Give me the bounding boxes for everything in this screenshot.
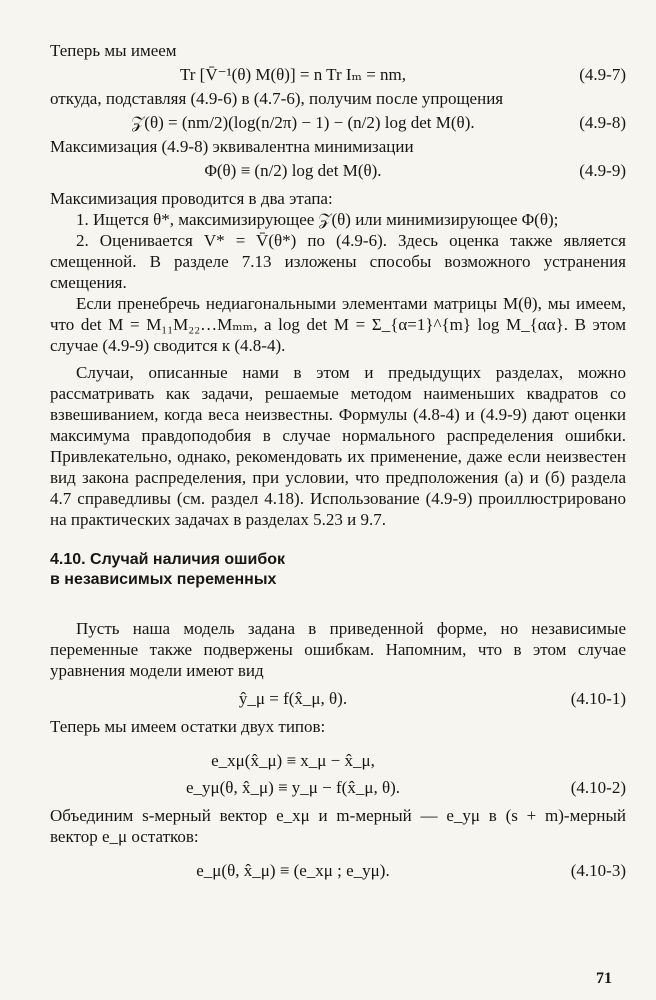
- equation-4-10-1: [50, 685, 626, 712]
- equation-formula: Φ(θ) ≡ (n/2) log det M(θ).: [204, 161, 382, 180]
- equation-number: (4.10-3): [570, 861, 626, 880]
- equation-number: (4.9-8): [579, 113, 626, 132]
- equation-formula: e_xμ(x̂_μ) ≡ x_μ − x̂_μ,: [211, 751, 375, 770]
- paragraph: Максимизация проводится в два этапа:: [50, 189, 333, 208]
- equation-4-9-7: [50, 61, 626, 88]
- equation-number: (4.9-9): [579, 161, 626, 180]
- equation-formula: e_μ(θ, x̂_μ) ≡ (e_xμ ; e_yμ).: [196, 861, 390, 880]
- equation-number: (4.9-7): [579, 65, 626, 84]
- paragraph: Теперь мы имеем: [50, 41, 177, 60]
- equation-4-10-2a: [50, 747, 626, 774]
- section-title: в независимых переменных: [50, 571, 277, 588]
- paragraph: Объединим s-мерный вектор e_xμ и m-мерный — e_yμ в (s + m)-мерный вектор e_μ остатков:: [50, 806, 626, 846]
- equation-4-10-2b: [50, 774, 626, 801]
- equation-number: (4.10-2): [570, 778, 626, 797]
- paragraph: Если пренебречь недиагональными элементами матрицы M(θ), мы имеем, что det M = M₁₁M₂₂…Mₘₘ, а log det M = Σ_{α=1}^{m} log M_{αα}. В этом случае (4.9-9) сводится к (4.8-4).: [50, 294, 626, 355]
- equation-4-9-8: [50, 109, 626, 136]
- paragraph: Максимизация (4.9-8) эквивалентна минимизации: [50, 137, 414, 156]
- page-body: [50, 40, 626, 895]
- paragraph: Теперь мы имеем остатки двух типов:: [50, 717, 326, 736]
- equation-4-10-3: [50, 847, 626, 895]
- equation-formula: ŷ_μ = f(x̂_μ, θ).: [238, 689, 348, 708]
- page-number: 71: [596, 970, 612, 987]
- equation-4-9-9: [50, 157, 626, 184]
- list-item: 1. Ищется θ*, максимизирующее 𝒵(θ) или минимизирующее Φ(θ);: [76, 210, 559, 229]
- section-title: 4.10. Случай наличия ошибок: [50, 551, 285, 568]
- equation-formula: e_yμ(θ, x̂_μ) ≡ y_μ − f(x̂_μ, θ).: [185, 778, 401, 797]
- equation-number: (4.10-1): [570, 689, 626, 708]
- paragraph: Случаи, описанные нами в этом и предыдущих разделах, можно рассматривать как задачи, решаемые методом наименьших квадратов со взвешиванием, когда веса неизвестны. Формулы (4.8-4) и (4.9-9) дают оценки максимума правдоподобия в случае нормального распределения ошибки. Привлекательно, однако, рекомендовать их применение, даже если неизвестен вид закона распределения, при условии, что предположения (а) и (б) раздела 4.7 справедливы (см. раздел 4.18). Использование (4.9-9) проиллюстрировано на практических задачах в разделах 5.23 и 9.7.: [50, 363, 626, 529]
- equation-formula: 𝒵(θ) = (nm/2)(log(n/2π) − 1) − (n/2) log det M(θ).: [131, 113, 475, 132]
- list-item: 2. Оценивается V* = V̄(θ*) по (4.9-6). Здесь оценка также является смещенной. В разделе 7.13 изложены способы возможного устранения смещения.: [50, 231, 626, 292]
- paragraph: Пусть наша модель задана в приведенной форме, но независимые переменные также подвержены ошибкам. Напомним, что в этом случае уравнения модели имеют вид: [50, 619, 626, 680]
- paragraph: откуда, подставляя (4.9-6) в (4.7-6), получим после упрощения: [50, 89, 504, 108]
- equation-formula: Tr [V̄⁻¹(θ) M(θ)] = n Tr Iₘ = nm,: [179, 65, 407, 84]
